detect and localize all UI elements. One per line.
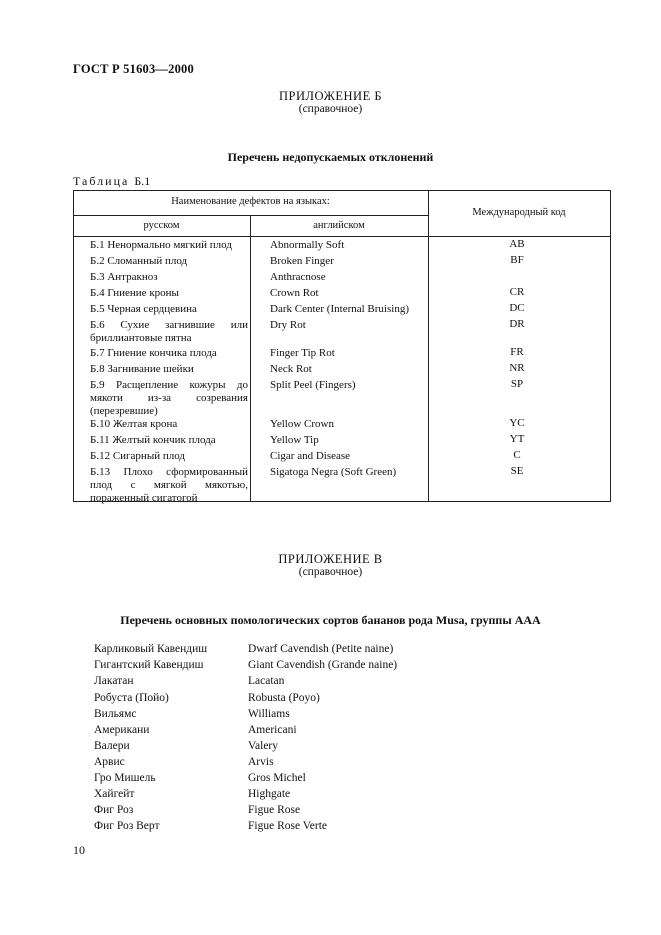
table-caption [73,174,150,189]
table-row-2-ru: Б.2 Сломанный плод [90,255,188,267]
variety-12-ru: Фиг Роз Верт [94,820,160,832]
table-col-divider-1 [250,215,251,502]
table-row-7-en: Finger Tip Rot [270,347,335,359]
table-caption-number: Б.1 [134,174,151,188]
appendix-b-heading: Перечень недопускаемых отклонений [227,150,434,164]
table-row-8-ru: Б.8 Загнивание шейки [90,363,194,375]
table-caption-word: Таблица [73,174,130,188]
table-row-9-ru: Б.9 Расщепление кожуры до мякоти из-за созревания (перезревшие) [90,379,248,417]
variety-11-en: Figue Rose [248,804,301,816]
appendix-v-subtitle: (справочное) [298,566,363,578]
table-row-11-code: YT [509,433,525,445]
variety-11-ru: Фиг Роз [94,804,134,816]
table-row-9-en: Split Peel (Fingers) [270,379,356,391]
table-row-9-code: SP [510,378,524,390]
table-row-8-code: NR [509,362,525,374]
table-row-13-ru: Б.13 Плохо сформированный плод с мягкой мякотью, пораженный сигатогой [90,466,248,504]
table-row-3-ru: Б.3 Антракноз [90,271,158,283]
table-row-13-en: Sigatoga Negra (Soft Green) [270,466,397,478]
variety-2-en: Giant Cavendish (Grande naine) [248,659,398,671]
table-row-12-code: C [513,449,521,461]
variety-6-ru: Американи [94,724,150,736]
table-row-6-code: DR [509,318,525,330]
variety-2-ru: Гигантский Кавендиш [94,659,204,671]
appendix-v-heading: Перечень основных помологических сортов бананов рода Musa, группы AAA [120,613,541,627]
table-row-10-code: YC [509,417,525,429]
table-header-group: Наименование дефектов на языках: [171,196,330,207]
table-row-6-ru: Б.6 Сухие загнившие или бриллиантовые пятна [90,319,248,344]
variety-8-ru: Арвис [94,756,125,768]
table-header-code: Международный код [472,207,566,218]
variety-10-ru: Хайгейт [94,788,135,800]
table-left-border [73,190,74,502]
variety-4-en: Robusta (Poyo) [248,692,320,704]
variety-3-en: Lacatan [248,675,285,687]
page-number: 10 [73,843,85,857]
variety-12-en: Figue Rose Verte [248,820,328,832]
table-row-7-ru: Б.7 Гниение кончика плода [90,347,217,359]
variety-1-ru: Карликовый Кавендиш [94,643,208,655]
table-top-border [73,190,611,191]
variety-7-en: Valery [248,740,279,752]
table-row-7-code: FR [510,346,524,358]
appendix-v-title: ПРИЛОЖЕНИЕ В [278,552,383,566]
table-row-11-en: Yellow Tip [270,434,319,446]
table-row-5-ru: Б.5 Черная сердцевина [90,303,197,315]
table-row-5-code: DC [509,302,525,314]
variety-1-en: Dwarf Cavendish (Petite naine) [248,643,394,655]
variety-7-ru: Валери [94,740,130,752]
variety-9-en: Gros Michel [248,772,306,784]
variety-4-ru: Робуста (Пойо) [94,692,169,704]
variety-8-en: Arvis [248,756,274,768]
appendix-b-subtitle: (справочное) [298,103,363,115]
table-row-4-code: CR [509,286,525,298]
table-row-3-en: Anthracnose [270,271,326,283]
table-row-4-en: Crown Rot [270,287,319,299]
variety-6-en: Americani [248,724,297,736]
table-header-english: английском [313,220,365,231]
table-row-6-en: Dry Rot [270,319,306,331]
table-row-2-code: BF [510,254,524,266]
document-standard-number: ГОСТ Р 51603—2000 [73,62,194,76]
variety-5-ru: Вильямс [94,708,137,720]
table-header-bottom [73,236,611,237]
table-row-11-ru: Б.11 Желтый кончик плода [90,434,216,446]
variety-9-ru: Гро Мишель [94,772,156,784]
table-row-12-ru: Б.12 Сигарный плод [90,450,186,462]
table-row-10-en: Yellow Crown [270,418,334,430]
table-row-1-en: Abnormally Soft [270,239,345,251]
table-right-border [610,190,611,502]
variety-5-en: Williams [248,708,290,720]
table-row-1-ru: Б.1 Ненормально мягкий плод [90,239,232,251]
variety-10-en: Highgate [248,788,291,800]
table-row-8-en: Neck Rot [270,363,312,375]
table-row-5-en: Dark Center (Internal Bruising) [270,303,409,315]
table-row-1-code: AB [509,238,525,250]
table-row-12-en: Cigar and Disease [270,450,351,462]
appendix-b-title: ПРИЛОЖЕНИЕ Б [278,89,383,103]
table-header-russian: русском [143,220,180,231]
table-row-2-en: Broken Finger [270,255,334,267]
table-row-10-ru: Б.10 Желтая крона [90,418,178,430]
table-row-4-ru: Б.4 Гниение кроны [90,287,179,299]
table-row-13-code: SE [510,465,524,477]
variety-3-ru: Лакатан [94,675,134,687]
